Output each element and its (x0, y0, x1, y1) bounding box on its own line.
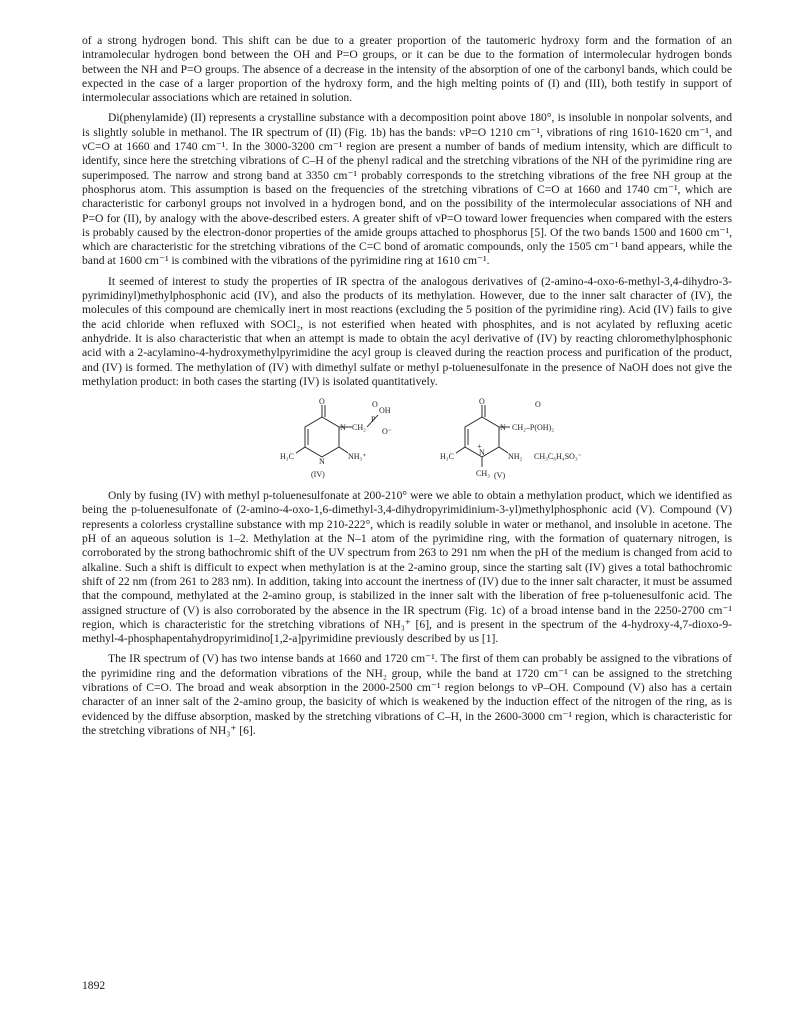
v-oxo: O (479, 397, 485, 407)
iv-oxo: O (319, 397, 325, 407)
paragraph-2: Di(phenylamide) (II) represents a crystalline substance with a decomposition point above 180°, is insoluble in nonpolar solvents, and is slightly soluble in methanol. The IR spectrum of (II) (Fig. 1b) has the bands: νP=O 1210 cm⁻¹, vibrations of ring 1610-1620 cm⁻¹, and νC=O at 1660 and 1740 cm⁻¹. In the 3000-3200 cm⁻¹ region are present a number of bands of medium intensity, which are difficult to identify, since here the stretching vibrations of C–H of the phenyl radical and the stretching vibrations of the NH of the pyrimidine ring are superimposed. The narrow and strong band at 3350 cm⁻¹ probably corresponds to the stretching vibrations of the free NH group at the phosphorus atom. This assumption is based on the frequencies of the stretching vibrations of C=O at 1660 and 1740 cm⁻¹, which are characteristic for carbonyl groups not involved in a hydrogen bond, and on the possibility of the intermolecular associations of NH and P=O for (II), by analogy with the above-described esters. A greater shift of νP=O toward lower frequencies when compared with the esters is probably caused by the electron-donor properties of the amide groups attached to phosphorus [5]. Of the two bands 1500 and 1600 cm⁻¹, which are characteristic for the stretching vibrations of the C=C bond of aromatic compounds, only the 1505 cm⁻¹ band appears, while the band at 1600 cm⁻¹ is combined with the vibrations of the pyrimidine ring at 1610 cm⁻¹. (82, 111, 732, 268)
v-plus: + (477, 442, 482, 452)
v-h3c: H₃C (440, 452, 454, 462)
iv-oh: OH (379, 406, 391, 416)
article-body (82, 34, 732, 738)
v-n: N (500, 423, 506, 433)
structural-formulas (82, 397, 732, 483)
iv-p-oxo: O (372, 400, 378, 410)
paragraph-1: of a strong hydrogen bond. This shift can be due to a greater proportion of the tautomeric hydroxy form and the formation of an intramolecular hydrogen bond between the OH and P=O groups, or it can be due to the formation of intermolecular hydrogen bonds between the NH and P=O groups. The absence of a decrease in the intensity of the absorption of one of the carbonyl bands, which could be expected in the case of a larger proportion of the hydroxy form, and the high melting points of (I) and (III), both testify in support of intermolecular associations which are retained in solution. (82, 34, 732, 105)
v-nh2: NH₂ (508, 452, 523, 462)
page-number: 1892 (82, 979, 106, 992)
iv-ring (305, 417, 339, 457)
iv-p: P (371, 415, 376, 425)
paragraph-3: It seemed of interest to study the properties of IR spectra of the analogous derivatives of (2-amino-4-oxo-6-methyl-3,4-dihydro-3-pyrimidinyl)methylphosphonic acid (IV), and also the products of its methylation. However, due to the inner salt character of (IV), the molecules of this compound are chemically inert in most reactions (excluding the 5 position of the pyrimidine ring). Acid (IV) fails to give the acid chloride when refluxed with SOCl₂, is not esterified when heated with phosphites, and is not acylated by refluxing acetic anhydride. It is also characteristic that when an attempt is made to obtain the acyl derivative of (IV) by reacting chloromethylphosphonic acid with a 2-acylamino-4-hydroxymethylpyrimidine the acyl group is cleaved during the reaction process and purification of the product, and (IV) is formed. The methylation of (IV) with dimethyl sulfate or methyl p-toluenesulfonate in the presence of NaOH does not give the methylation product: in both cases the starting (IV) is isolated quantitatively. (82, 274, 732, 388)
iv-o-minus: O⁻ (382, 427, 392, 437)
v-label: (V) (494, 471, 506, 481)
iv-h3c: H₃C (280, 452, 294, 462)
paragraph-4: Only by fusing (IV) with methyl p-toluenesulfonate at 200-210° were we able to obtain a methylation product, which we identified as being the p-toluenesulfonate of (2-amino-4-oxo-1,6-dimethyl-3,4-dihydropyrimidinium-3-yl)methylphosphonic acid (V). Compound (V) represents a colorless crystalline substance with mp 210-222°, which is readily soluble in water or methanol, and insoluble in acetone. The pH of an aqueous solution is 1–2. Methylation at the N–1 atom of the pyrimidine ring, with the formation of quaternary nitrogen, is corroborated by the strong bathochromic shift of the UV spectrum from 263 to 291 nm when the pH of the medium is changed from acid to alkaline. Such a shift is difficult to expect when methylation is at the 2-amino group, since the starting salt (IV) gives a total bathochromic shift of 22 nm (from 261 to 283 nm). In addition, taking into account the inertness of (IV) due to the inner salt character, it must be assumed that the compound, methylated at the 2-amino group, is stabilized in the inner salt with the liberation of free p-toluenesulfonic acid. The assigned structure of (V) is also corroborated by the absence in the IR spectrum (Fig. 1c) of a broad intense band in the 2250-2700 cm⁻¹ region, which is characteristic for the stretching vibrations of NH₃⁺ [6], and is present in the spectrum of the 4-hydroxy-4,7-dioxo-9-methyl-4-phosphapentahydropyrimidino[1,2-a]pyrimidine previously described by us [1]. (82, 489, 732, 646)
iv-label: (IV) (311, 470, 325, 480)
v-p-oxo: O (535, 400, 541, 410)
paragraph-5: The IR spectrum of (V) has two intense bands at 1660 and 1720 cm⁻¹. The first of them can probably be assigned to the vibrations of the pyrimidine ring and the deformation vibrations of the NH₂ group, while the band at 1720 cm⁻¹ can be assigned to the stretching vibrations of C=O. The broad and weak absorption in the 2000-2500 cm⁻¹ region belongs to νP–OH. Compound (V) also has a certain character of an inner salt of the 2-amino group, the basicity of which is weakened by the induction effect of the nitrogen of the ring, as is evidenced by the diffuse absorption, masked by the stretching vibrations of C–H, in the 2600-3000 cm⁻¹ region, which is characteristic for the stretching vibrations of NH₃⁺ [6]. (82, 652, 732, 737)
v-ch3: CH₃ (476, 469, 490, 479)
iv-n: N (340, 423, 346, 433)
iv-nh3: NH₃⁺ (348, 452, 367, 462)
iv-ch2: CH₂ (352, 423, 366, 433)
v-n-ring: N (479, 448, 485, 458)
formula-drawing (82, 397, 732, 483)
iv-n-ring: N (319, 457, 325, 467)
v-ch2p: CH₂–P(OH)₂ (512, 423, 555, 433)
v-anion: CH₃C₆H₄SO₃⁻ (534, 452, 582, 462)
